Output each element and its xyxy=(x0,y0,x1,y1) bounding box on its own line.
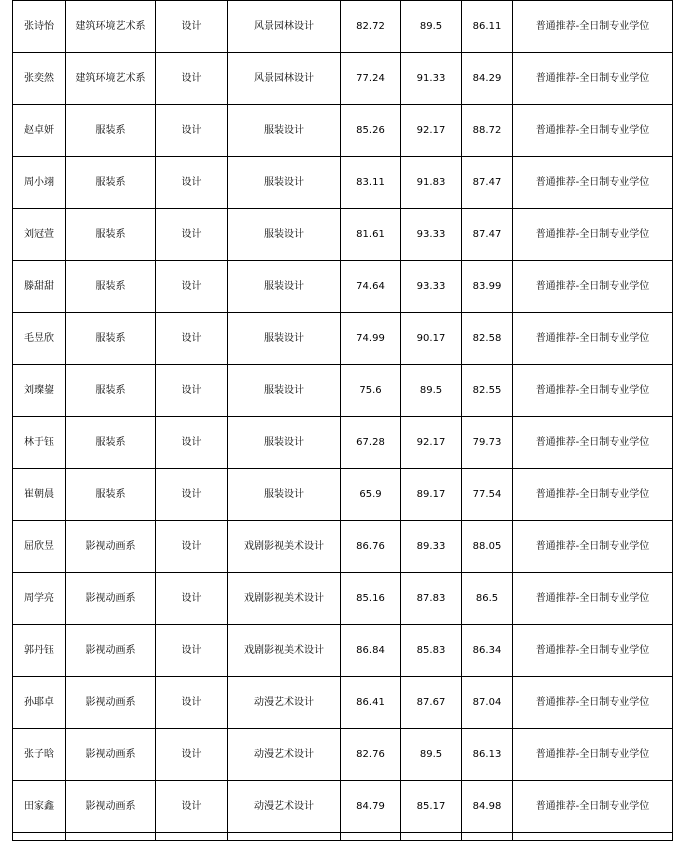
table-row xyxy=(13,781,673,833)
table-row xyxy=(13,469,673,521)
major-cell: 动漫艺术设计 xyxy=(228,729,341,781)
student-name-cell: 崔朝晨 xyxy=(13,469,66,521)
table-row xyxy=(13,625,673,677)
score-a-cell: 86.84 xyxy=(341,625,401,677)
admission-type-cell: 普通推荐-全日制专业学位 xyxy=(513,677,673,729)
score-a-cell: 85.26 xyxy=(341,105,401,157)
department-cell: 服装系 xyxy=(66,157,156,209)
major-cell: 服装设计 xyxy=(228,417,341,469)
total-score-cell: 87.04 xyxy=(462,677,513,729)
department-cell: 建筑环境艺术系 xyxy=(66,53,156,105)
admission-type-cell: 普通推荐-全日制专业学位 xyxy=(513,365,673,417)
student-name-cell: 田家鑫 xyxy=(13,781,66,833)
table-row xyxy=(13,365,673,417)
student-name-cell: 林于钰 xyxy=(13,417,66,469)
department-cell: 服装系 xyxy=(66,209,156,261)
score-a-cell: 65.9 xyxy=(341,469,401,521)
major-cell: 动漫艺术设计 xyxy=(228,677,341,729)
student-name-cell xyxy=(13,833,66,841)
discipline-cell: 设计 xyxy=(156,261,228,313)
score-b-cell: 89.17 xyxy=(401,469,462,521)
department-cell: 建筑环境艺术系 xyxy=(66,1,156,53)
roster-body xyxy=(13,1,673,841)
table-row xyxy=(13,1,673,53)
admission-type-cell: 普通推荐-全日制专业学位 xyxy=(513,209,673,261)
score-b-cell: 87.67 xyxy=(401,677,462,729)
total-score-cell: 82.58 xyxy=(462,313,513,365)
student-name-cell: 张奕然 xyxy=(13,53,66,105)
discipline-cell: 设计 xyxy=(156,53,228,105)
score-b-cell: 92.17 xyxy=(401,417,462,469)
score-a-cell: 86.41 xyxy=(341,677,401,729)
score-b-cell: 85.83 xyxy=(401,625,462,677)
admission-type-cell: 普通推荐-全日制专业学位 xyxy=(513,417,673,469)
score-b-cell: 89.5 xyxy=(401,365,462,417)
table-row xyxy=(13,417,673,469)
major-cell: 风景园林设计 xyxy=(228,53,341,105)
major-cell: 风景园林设计 xyxy=(228,1,341,53)
table-row xyxy=(13,53,673,105)
discipline-cell: 设计 xyxy=(156,417,228,469)
student-name-cell: 屈欣昱 xyxy=(13,521,66,573)
department-cell: 影视动画系 xyxy=(66,781,156,833)
table-row xyxy=(13,729,673,781)
discipline-cell: 设计 xyxy=(156,625,228,677)
score-b-cell: 87.83 xyxy=(401,573,462,625)
major-cell: 戏剧影视美术设计 xyxy=(228,521,341,573)
score-b-cell: 89.33 xyxy=(401,521,462,573)
score-b-cell xyxy=(401,833,462,841)
admission-roster-table xyxy=(12,0,673,841)
table-row xyxy=(13,313,673,365)
department-cell: 服装系 xyxy=(66,261,156,313)
discipline-cell xyxy=(156,833,228,841)
score-a-cell: 74.99 xyxy=(341,313,401,365)
student-name-cell: 刘冠萱 xyxy=(13,209,66,261)
score-a-cell: 74.64 xyxy=(341,261,401,313)
major-cell xyxy=(228,833,341,841)
total-score-cell: 77.54 xyxy=(462,469,513,521)
major-cell: 服装设计 xyxy=(228,365,341,417)
student-name-cell: 郭丹钰 xyxy=(13,625,66,677)
table-row-partial xyxy=(13,833,673,841)
discipline-cell: 设计 xyxy=(156,157,228,209)
table-row xyxy=(13,209,673,261)
score-a-cell: 84.79 xyxy=(341,781,401,833)
admission-type-cell: 普通推荐-全日制专业学位 xyxy=(513,1,673,53)
table-row xyxy=(13,573,673,625)
student-name-cell: 刘璨鋆 xyxy=(13,365,66,417)
student-name-cell: 滕甜甜 xyxy=(13,261,66,313)
discipline-cell: 设计 xyxy=(156,521,228,573)
major-cell: 服装设计 xyxy=(228,105,341,157)
department-cell: 影视动画系 xyxy=(66,729,156,781)
discipline-cell: 设计 xyxy=(156,677,228,729)
score-a-cell: 82.76 xyxy=(341,729,401,781)
total-score-cell: 86.11 xyxy=(462,1,513,53)
score-b-cell: 93.33 xyxy=(401,261,462,313)
admission-type-cell: 普通推荐-全日制专业学位 xyxy=(513,157,673,209)
admission-type-cell: 普通推荐-全日制专业学位 xyxy=(513,625,673,677)
department-cell: 服装系 xyxy=(66,365,156,417)
score-b-cell: 91.33 xyxy=(401,53,462,105)
discipline-cell: 设计 xyxy=(156,313,228,365)
student-name-cell: 毛昱欣 xyxy=(13,313,66,365)
major-cell: 服装设计 xyxy=(228,313,341,365)
total-score-cell: 86.34 xyxy=(462,625,513,677)
major-cell: 戏剧影视美术设计 xyxy=(228,625,341,677)
student-name-cell: 周小翊 xyxy=(13,157,66,209)
discipline-cell: 设计 xyxy=(156,365,228,417)
score-a-cell: 77.24 xyxy=(341,53,401,105)
admission-type-cell: 普通推荐-全日制专业学位 xyxy=(513,313,673,365)
department-cell: 服装系 xyxy=(66,417,156,469)
score-a-cell: 83.11 xyxy=(341,157,401,209)
score-a-cell: 75.6 xyxy=(341,365,401,417)
table-row xyxy=(13,261,673,313)
table-row xyxy=(13,157,673,209)
total-score-cell: 84.98 xyxy=(462,781,513,833)
total-score-cell: 79.73 xyxy=(462,417,513,469)
student-name-cell: 赵卓妍 xyxy=(13,105,66,157)
admission-type-cell: 普通推荐-全日制专业学位 xyxy=(513,53,673,105)
score-a-cell: 82.72 xyxy=(341,1,401,53)
department-cell: 影视动画系 xyxy=(66,625,156,677)
discipline-cell: 设计 xyxy=(156,729,228,781)
major-cell: 服装设计 xyxy=(228,209,341,261)
admission-type-cell: 普通推荐-全日制专业学位 xyxy=(513,573,673,625)
discipline-cell: 设计 xyxy=(156,469,228,521)
total-score-cell xyxy=(462,833,513,841)
department-cell: 服装系 xyxy=(66,469,156,521)
department-cell: 影视动画系 xyxy=(66,573,156,625)
total-score-cell: 87.47 xyxy=(462,157,513,209)
score-b-cell: 91.83 xyxy=(401,157,462,209)
department-cell: 服装系 xyxy=(66,313,156,365)
department-cell xyxy=(66,833,156,841)
total-score-cell: 88.72 xyxy=(462,105,513,157)
admission-type-cell xyxy=(513,833,673,841)
discipline-cell: 设计 xyxy=(156,781,228,833)
total-score-cell: 86.5 xyxy=(462,573,513,625)
major-cell: 服装设计 xyxy=(228,157,341,209)
department-cell: 影视动画系 xyxy=(66,677,156,729)
table-row xyxy=(13,105,673,157)
total-score-cell: 82.55 xyxy=(462,365,513,417)
department-cell: 影视动画系 xyxy=(66,521,156,573)
admission-type-cell: 普通推荐-全日制专业学位 xyxy=(513,781,673,833)
major-cell: 戏剧影视美术设计 xyxy=(228,573,341,625)
total-score-cell: 87.47 xyxy=(462,209,513,261)
score-a-cell: 81.61 xyxy=(341,209,401,261)
major-cell: 动漫艺术设计 xyxy=(228,781,341,833)
discipline-cell: 设计 xyxy=(156,209,228,261)
score-b-cell: 89.5 xyxy=(401,1,462,53)
student-name-cell: 周学亮 xyxy=(13,573,66,625)
score-a-cell: 86.76 xyxy=(341,521,401,573)
score-a-cell: 67.28 xyxy=(341,417,401,469)
total-score-cell: 83.99 xyxy=(462,261,513,313)
admission-type-cell: 普通推荐-全日制专业学位 xyxy=(513,521,673,573)
score-b-cell: 93.33 xyxy=(401,209,462,261)
total-score-cell: 84.29 xyxy=(462,53,513,105)
score-a-cell: 85.16 xyxy=(341,573,401,625)
score-b-cell: 85.17 xyxy=(401,781,462,833)
major-cell: 服装设计 xyxy=(228,469,341,521)
student-name-cell: 张子晗 xyxy=(13,729,66,781)
discipline-cell: 设计 xyxy=(156,105,228,157)
department-cell: 服装系 xyxy=(66,105,156,157)
admission-type-cell: 普通推荐-全日制专业学位 xyxy=(513,105,673,157)
discipline-cell: 设计 xyxy=(156,1,228,53)
discipline-cell: 设计 xyxy=(156,573,228,625)
major-cell: 服装设计 xyxy=(228,261,341,313)
total-score-cell: 88.05 xyxy=(462,521,513,573)
student-name-cell: 张诗怡 xyxy=(13,1,66,53)
score-b-cell: 89.5 xyxy=(401,729,462,781)
table-row xyxy=(13,521,673,573)
admission-type-cell: 普通推荐-全日制专业学位 xyxy=(513,261,673,313)
score-b-cell: 92.17 xyxy=(401,105,462,157)
score-b-cell: 90.17 xyxy=(401,313,462,365)
admission-type-cell: 普通推荐-全日制专业学位 xyxy=(513,469,673,521)
table-row xyxy=(13,677,673,729)
student-name-cell: 孙耶卓 xyxy=(13,677,66,729)
admission-type-cell: 普通推荐-全日制专业学位 xyxy=(513,729,673,781)
score-a-cell xyxy=(341,833,401,841)
total-score-cell: 86.13 xyxy=(462,729,513,781)
